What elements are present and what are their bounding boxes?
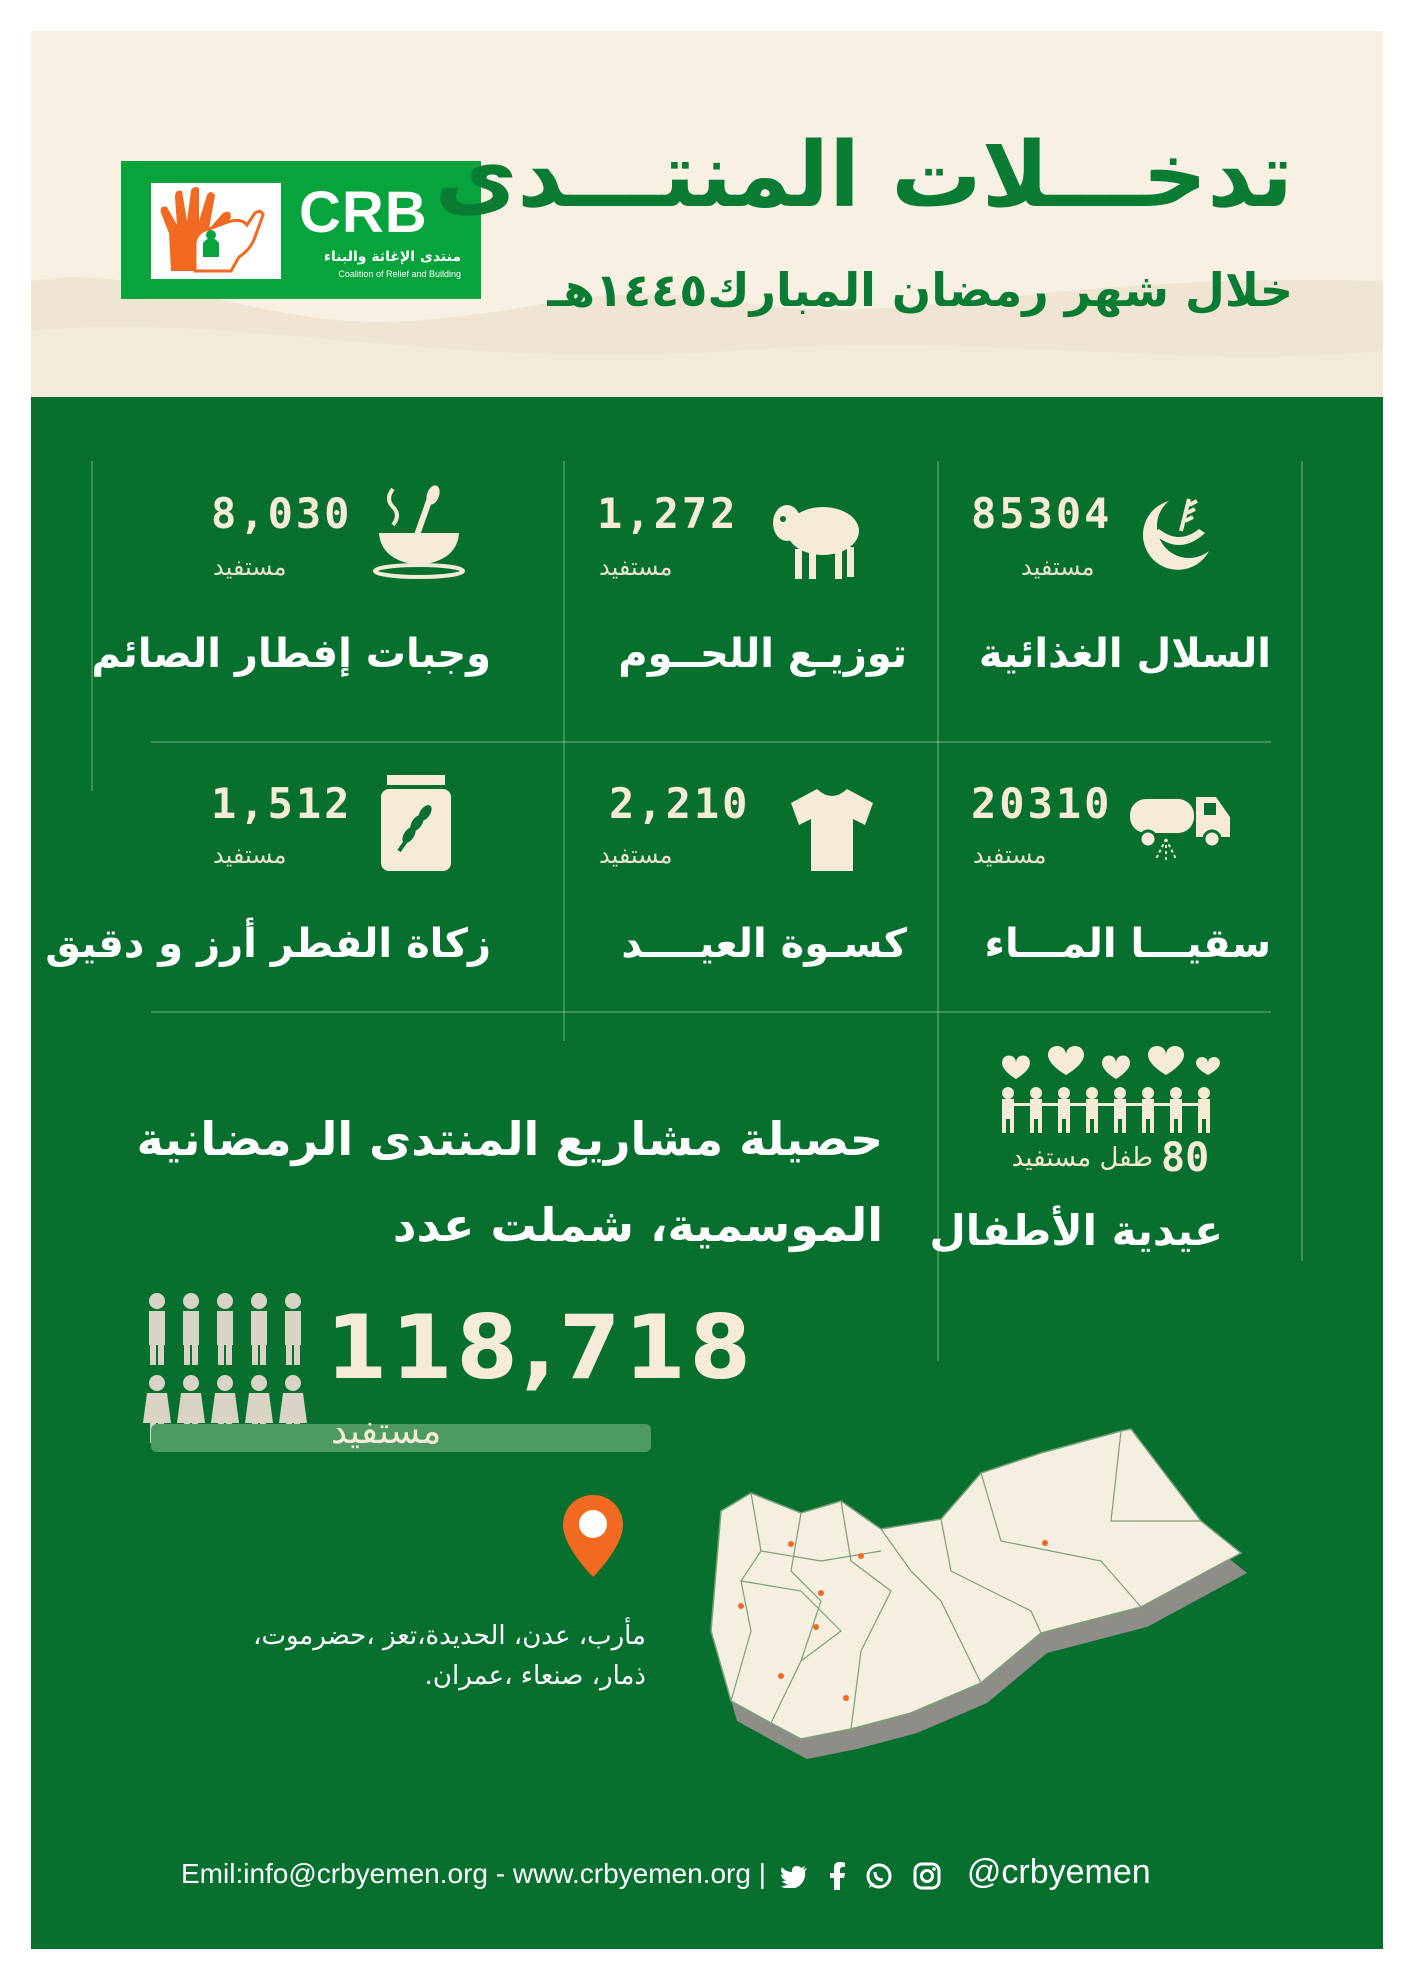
stat-number: 2,210 bbox=[609, 779, 751, 828]
summary-line-2: الموسمية، شملت عدد bbox=[392, 1198, 883, 1252]
hand-logo-mark bbox=[151, 183, 281, 279]
yemen-map bbox=[681, 1401, 1281, 1761]
footer-handle[interactable]: @crbyemen bbox=[966, 1853, 1151, 1891]
page-subtitle: خلال شهر رمضان المبارك١٤٤٥هـ bbox=[547, 263, 1293, 317]
stat-water-supply bbox=[951, 769, 1291, 1009]
total-unit: مستفيد bbox=[331, 1411, 442, 1452]
stat-food-baskets bbox=[951, 481, 1291, 721]
sheep-icon bbox=[765, 491, 865, 591]
summary-line-1: حصيلة مشاريع المنتدى الرمضانية bbox=[136, 1112, 883, 1166]
stat-label: سقيـــا المـــاء bbox=[984, 921, 1271, 967]
grid-divider-horizontal bbox=[151, 741, 1271, 743]
footer bbox=[181, 1853, 1151, 1892]
stat-number: 85304 bbox=[971, 489, 1113, 538]
stat-iftar-meals bbox=[91, 481, 511, 721]
water-truck-icon bbox=[1126, 789, 1236, 889]
summary-text bbox=[63, 1096, 883, 1268]
grid-divider-vertical bbox=[1301, 461, 1303, 1261]
stat-unit: مستفيد bbox=[973, 841, 1047, 869]
facebook-icon[interactable] bbox=[828, 1862, 846, 1890]
locations-list bbox=[186, 1616, 646, 1696]
shirt-icon bbox=[787, 785, 877, 875]
food-basket-crescent-icon bbox=[1129, 491, 1229, 571]
stat-number: 8,030 bbox=[211, 489, 353, 538]
stat-meat-distribution bbox=[587, 481, 927, 721]
stat-unit: مستفيد bbox=[599, 553, 673, 581]
stat-number: 20310 bbox=[971, 779, 1113, 828]
soup-bowl-icon bbox=[369, 481, 469, 581]
grid-divider-vertical bbox=[91, 461, 93, 791]
footer-contact: Emil:info@crbyemen.org - www.crbyemen.org | bbox=[181, 1858, 766, 1889]
location-pin-icon bbox=[561, 1493, 625, 1579]
stat-label: السلال الغذائية bbox=[978, 631, 1271, 677]
whatsapp-icon[interactable] bbox=[865, 1862, 893, 1890]
stat-label: توزيـع اللحــوم bbox=[618, 631, 907, 677]
stat-number: 1,272 bbox=[597, 489, 739, 538]
stat-unit: مستفيد bbox=[599, 841, 673, 869]
logo-arabic-name: منتدى الإغاثة والبناء bbox=[323, 249, 461, 265]
twitter-icon[interactable] bbox=[780, 1864, 808, 1888]
stat-number: 1,512 bbox=[211, 779, 353, 828]
locations-line-1: مأرب، عدن، الحديدة،تعز ،حضرموت، bbox=[253, 1621, 646, 1651]
stat-unit: مستفيد bbox=[213, 553, 287, 581]
stat-label: كسـوة العيــــد bbox=[621, 921, 907, 967]
grid-divider-horizontal bbox=[151, 1011, 1271, 1013]
instagram-icon[interactable] bbox=[913, 1862, 941, 1890]
infographic-sheet bbox=[31, 31, 1383, 1949]
eid-number: 80 bbox=[1161, 1135, 1210, 1181]
page-title: تدخـــلات المنتـــدى bbox=[434, 123, 1293, 228]
stat-zakat-rice-flour bbox=[45, 769, 511, 1009]
stat-eid-clothing bbox=[587, 769, 927, 1009]
stat-label: زكاة الفطر أرز و دقيق bbox=[45, 921, 491, 967]
eid-unit: طفل مستفيد bbox=[1011, 1143, 1153, 1173]
children-hearts-icon bbox=[986, 1041, 1226, 1141]
header-banner bbox=[31, 31, 1383, 397]
stat-label: وجبات إفطار الصائم bbox=[91, 631, 491, 677]
grain-jar-icon bbox=[371, 773, 461, 873]
logo-brand-text: CRB bbox=[299, 180, 428, 245]
locations-line-2: ذمار، صنعاء ،عمران. bbox=[424, 1661, 646, 1691]
grid-divider-vertical bbox=[563, 461, 565, 1041]
logo-english-name: Coalition of Relief and Building bbox=[338, 269, 461, 279]
stat-unit: مستفيد bbox=[213, 841, 287, 869]
crb-logo bbox=[121, 161, 481, 299]
total-beneficiaries: 118,718 bbox=[326, 1296, 755, 1399]
eid-label: عيدية الأطفال bbox=[929, 1206, 1223, 1255]
stat-unit: مستفيد bbox=[1021, 553, 1095, 581]
